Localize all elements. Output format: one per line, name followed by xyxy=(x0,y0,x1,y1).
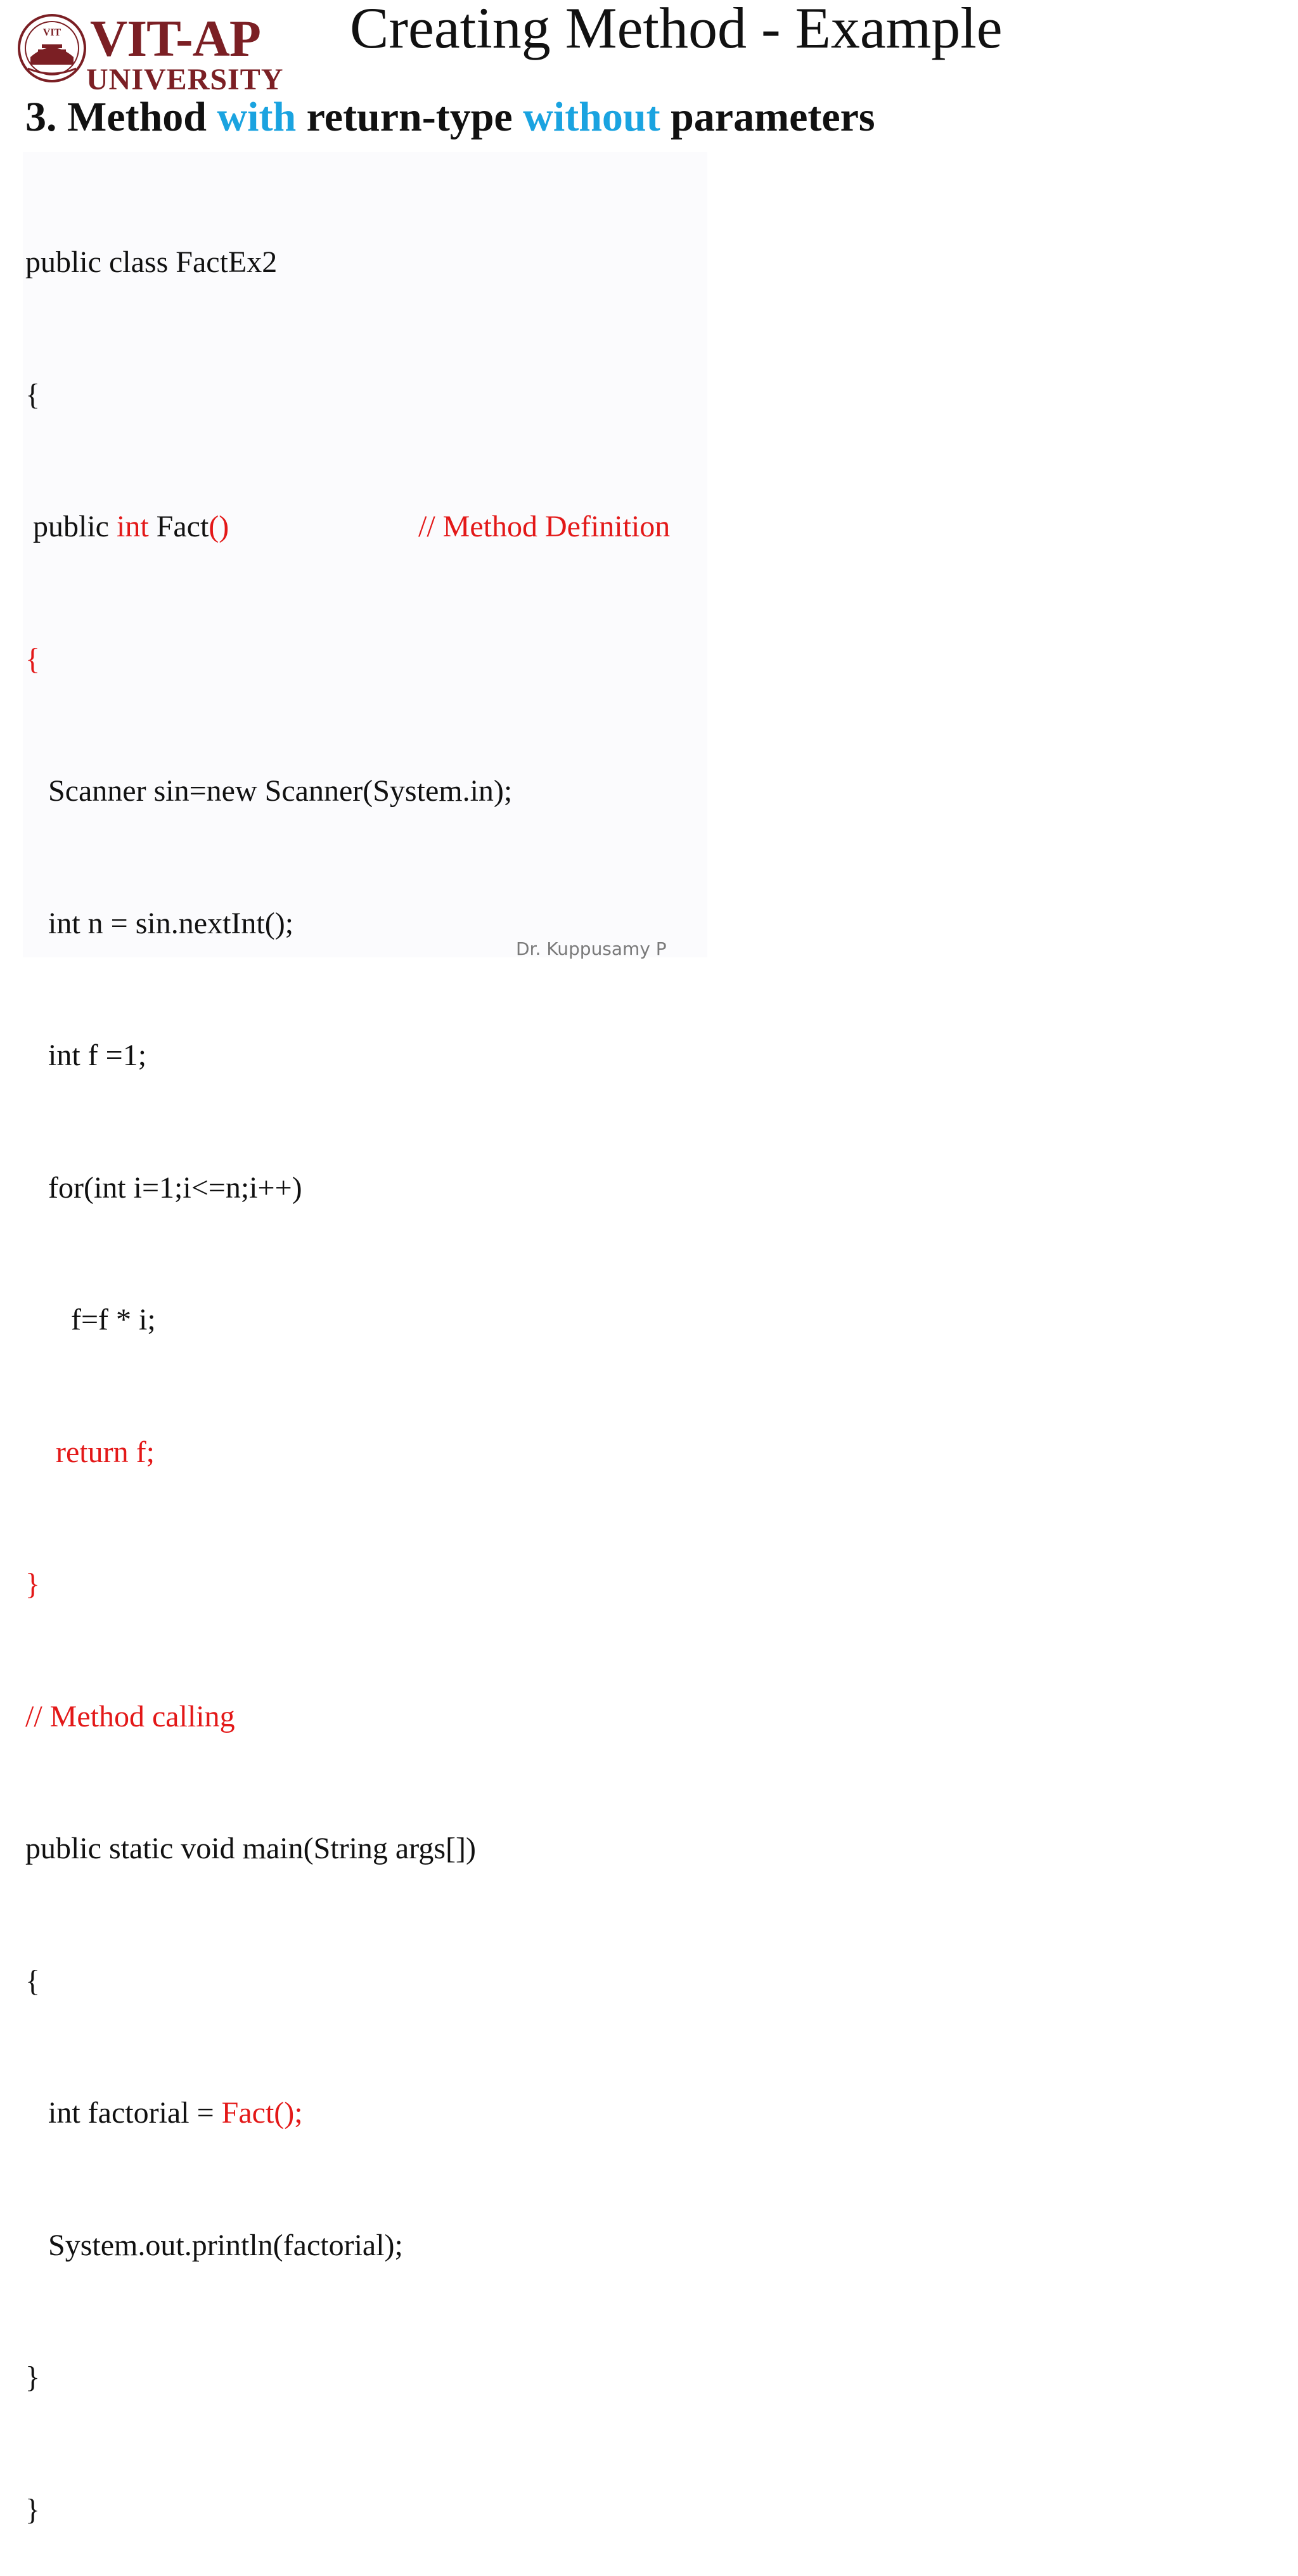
heading-part-3: return-type xyxy=(296,94,524,140)
heading-part-5: parameters xyxy=(660,94,875,140)
code-line-4: { xyxy=(25,642,41,676)
code-line-5: Scanner sin=new Scanner(System.in); xyxy=(25,774,513,808)
code-line-7: int f =1; xyxy=(25,1039,147,1072)
code-line-11: } xyxy=(25,1567,41,1601)
code-line-1: public class FactEx2 xyxy=(25,245,278,279)
university-seal-icon xyxy=(16,13,87,84)
logo-subtitle: UNIVERSITY xyxy=(86,63,284,96)
code-line-3-public: public xyxy=(25,510,117,543)
code-line-3-int: int xyxy=(116,510,149,543)
code-line-16: System.out.println(factorial); xyxy=(25,2228,403,2262)
code-line-17: } xyxy=(25,2360,41,2394)
code-line-13: public static void main(String args[]) xyxy=(25,1832,476,1865)
code-line-18: } xyxy=(25,2492,41,2527)
code-line-3 xyxy=(25,505,671,549)
code-line-8: for(int i=1;i<=n;i++) xyxy=(25,1170,302,1205)
code-line-9: f=f * i; xyxy=(25,1303,156,1337)
footer-author: Dr. Kuppusamy P xyxy=(516,938,667,959)
section-heading xyxy=(25,96,875,138)
method-calling-comment: // Method calling xyxy=(25,1699,235,1733)
slide-title: Creating Method - Example xyxy=(350,0,1003,60)
code-line-3-fact: Fact xyxy=(148,510,209,543)
code-line-14: { xyxy=(25,1964,41,1998)
heading-highlight-with: with xyxy=(217,94,297,140)
code-line-15-decl: int factorial = xyxy=(25,2096,222,2130)
method-definition-comment: // Method Definition xyxy=(418,510,671,543)
code-line-15 xyxy=(25,2091,512,2135)
code-line-6: int n = sin.nextInt(); xyxy=(25,906,294,940)
logo-name: VIT-AP xyxy=(90,10,260,67)
code-line-3-parens: () xyxy=(209,510,229,543)
seal-text: VIT xyxy=(42,27,61,38)
code-line-2: { xyxy=(25,377,41,411)
code-line-10: return f; xyxy=(25,1435,155,1469)
university-logo xyxy=(15,9,284,96)
heading-part-1: 3. Method xyxy=(25,94,217,140)
code-line-15-call: Fact(); xyxy=(221,2096,303,2130)
heading-highlight-without: without xyxy=(523,94,660,140)
